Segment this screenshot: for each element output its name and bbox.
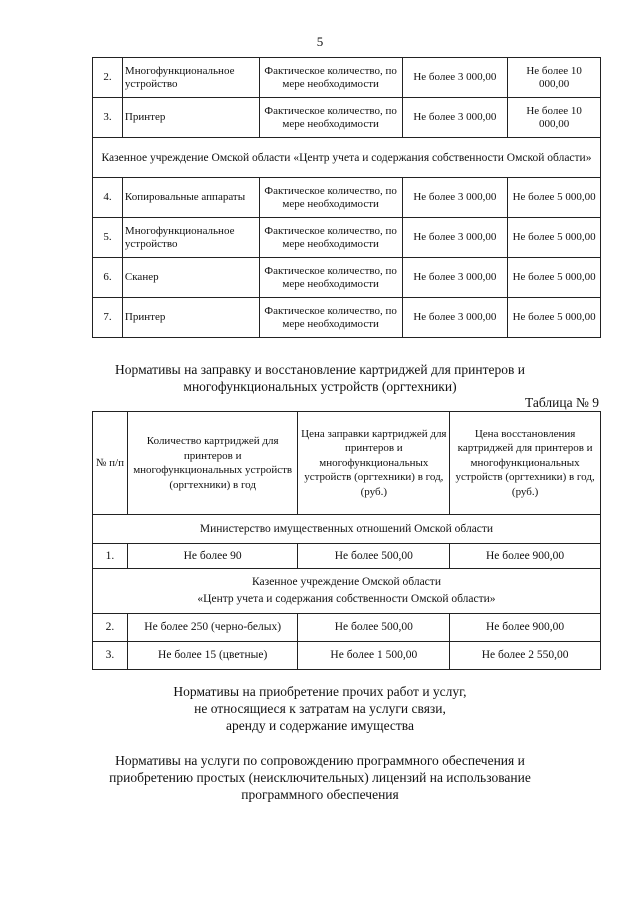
restore-price-cell: Не более 900,00 [450, 544, 601, 569]
quantity-cell: Фактическое количество, по мере необходимости [259, 258, 402, 298]
table-header-row [93, 412, 601, 515]
table-row [93, 98, 601, 138]
table-row [93, 642, 601, 670]
heading-line: аренду и содержание имущества [226, 718, 414, 733]
table-row [93, 178, 601, 218]
page-number: 5 [316, 34, 324, 49]
count-cell: Не более 250 (черно-белых) [127, 614, 298, 642]
equipment-norms-table [92, 57, 601, 338]
equipment-name: Принтер [122, 298, 259, 338]
header-restore-price: Цена восстановления картриджей для принтеров и многофункциональных устройств (оргтехники) в год, (руб.) [450, 412, 601, 515]
row-number: 3. [93, 642, 128, 670]
quantity-cell: Фактическое количество, по мере необходимости [259, 98, 402, 138]
restore-price-cell: Не более 2 550,00 [450, 642, 601, 670]
table-number: Таблица № 9 [525, 395, 599, 410]
row-number: 2. [93, 58, 123, 98]
table-row [93, 544, 601, 569]
heading-line: Нормативы на услуги по сопровождению программного обеспечения и [115, 753, 525, 768]
total-cell: Не более 5 000,00 [508, 218, 601, 258]
total-cell: Не более 10 000,00 [508, 98, 601, 138]
cartridge-norms-table [92, 411, 601, 670]
price-cell: Не более 3 000,00 [402, 58, 508, 98]
row-number: 7. [93, 298, 123, 338]
row-number: 2. [93, 614, 128, 642]
count-cell: Не более 15 (цветные) [127, 642, 298, 670]
other-works-heading [0, 683, 640, 734]
table-row [93, 298, 601, 338]
table-row [93, 614, 601, 642]
section-title-line: Казенное учреждение Омской области [252, 576, 441, 588]
header-count: Количество картриджей для принтеров и многофункциональных устройств (оргтехники) в год [127, 412, 298, 515]
row-number: 3. [93, 98, 123, 138]
row-number: 1. [93, 544, 128, 569]
section-row [93, 569, 601, 614]
equipment-name: Сканер [122, 258, 259, 298]
quantity-cell: Фактическое количество, по мере необходимости [259, 58, 402, 98]
row-number: 5. [93, 218, 123, 258]
equipment-name: Многофункциональное устройство [122, 58, 259, 98]
heading-line: программного обеспечения [241, 787, 399, 802]
heading-line: приобретению простых (неисключительных) лицензий на использование [109, 770, 531, 785]
section-row [93, 515, 601, 544]
quantity-cell: Фактическое количество, по мере необходимости [259, 218, 402, 258]
price-cell: Не более 3 000,00 [402, 98, 508, 138]
total-cell: Не более 10 000,00 [508, 58, 601, 98]
refill-price-cell: Не более 500,00 [298, 544, 450, 569]
quantity-cell: Фактическое количество, по мере необходимости [259, 298, 402, 338]
restore-price-cell: Не более 900,00 [450, 614, 601, 642]
price-cell: Не более 3 000,00 [402, 218, 508, 258]
section-title [93, 569, 601, 614]
section-title: Министерство имущественных отношений Омской области [93, 515, 601, 544]
equipment-name: Принтер [122, 98, 259, 138]
price-cell: Не более 3 000,00 [402, 258, 508, 298]
row-number: 6. [93, 258, 123, 298]
section-row [93, 138, 601, 178]
header-number: № п/п [93, 412, 128, 515]
quantity-cell: Фактическое количество, по мере необходимости [259, 178, 402, 218]
equipment-name: Многофункциональное устройство [122, 218, 259, 258]
header-refill-price: Цена заправки картриджей для принтеров и многофункциональных устройств (оргтехники) в год, (руб.) [298, 412, 450, 515]
total-cell: Не более 5 000,00 [508, 298, 601, 338]
section-title: Казенное учреждение Омской области «Центр учета и содержания собственности Омской области» [93, 138, 601, 178]
price-cell: Не более 3 000,00 [402, 298, 508, 338]
refill-price-cell: Не более 500,00 [298, 614, 450, 642]
heading-line: не относящиеся к затратам на услуги связи, [194, 701, 446, 716]
price-cell: Не более 3 000,00 [402, 178, 508, 218]
heading-line: Нормативы на приобретение прочих работ и услуг, [173, 684, 467, 699]
refill-price-cell: Не более 1 500,00 [298, 642, 450, 670]
total-cell: Не более 5 000,00 [508, 258, 601, 298]
row-number: 4. [93, 178, 123, 218]
software-support-heading [0, 752, 640, 803]
section-title-line: «Центр учета и содержания собственности Омской области» [197, 593, 496, 605]
table-row [93, 218, 601, 258]
count-cell: Не более 90 [127, 544, 298, 569]
cartridge-norms-heading: Нормативы на заправку и восстановление картриджей для принтеров и многофункциональных устройств (оргтехники) [115, 362, 525, 394]
total-cell: Не более 5 000,00 [508, 178, 601, 218]
table-row [93, 58, 601, 98]
equipment-name: Копировальные аппараты [122, 178, 259, 218]
table-row [93, 258, 601, 298]
